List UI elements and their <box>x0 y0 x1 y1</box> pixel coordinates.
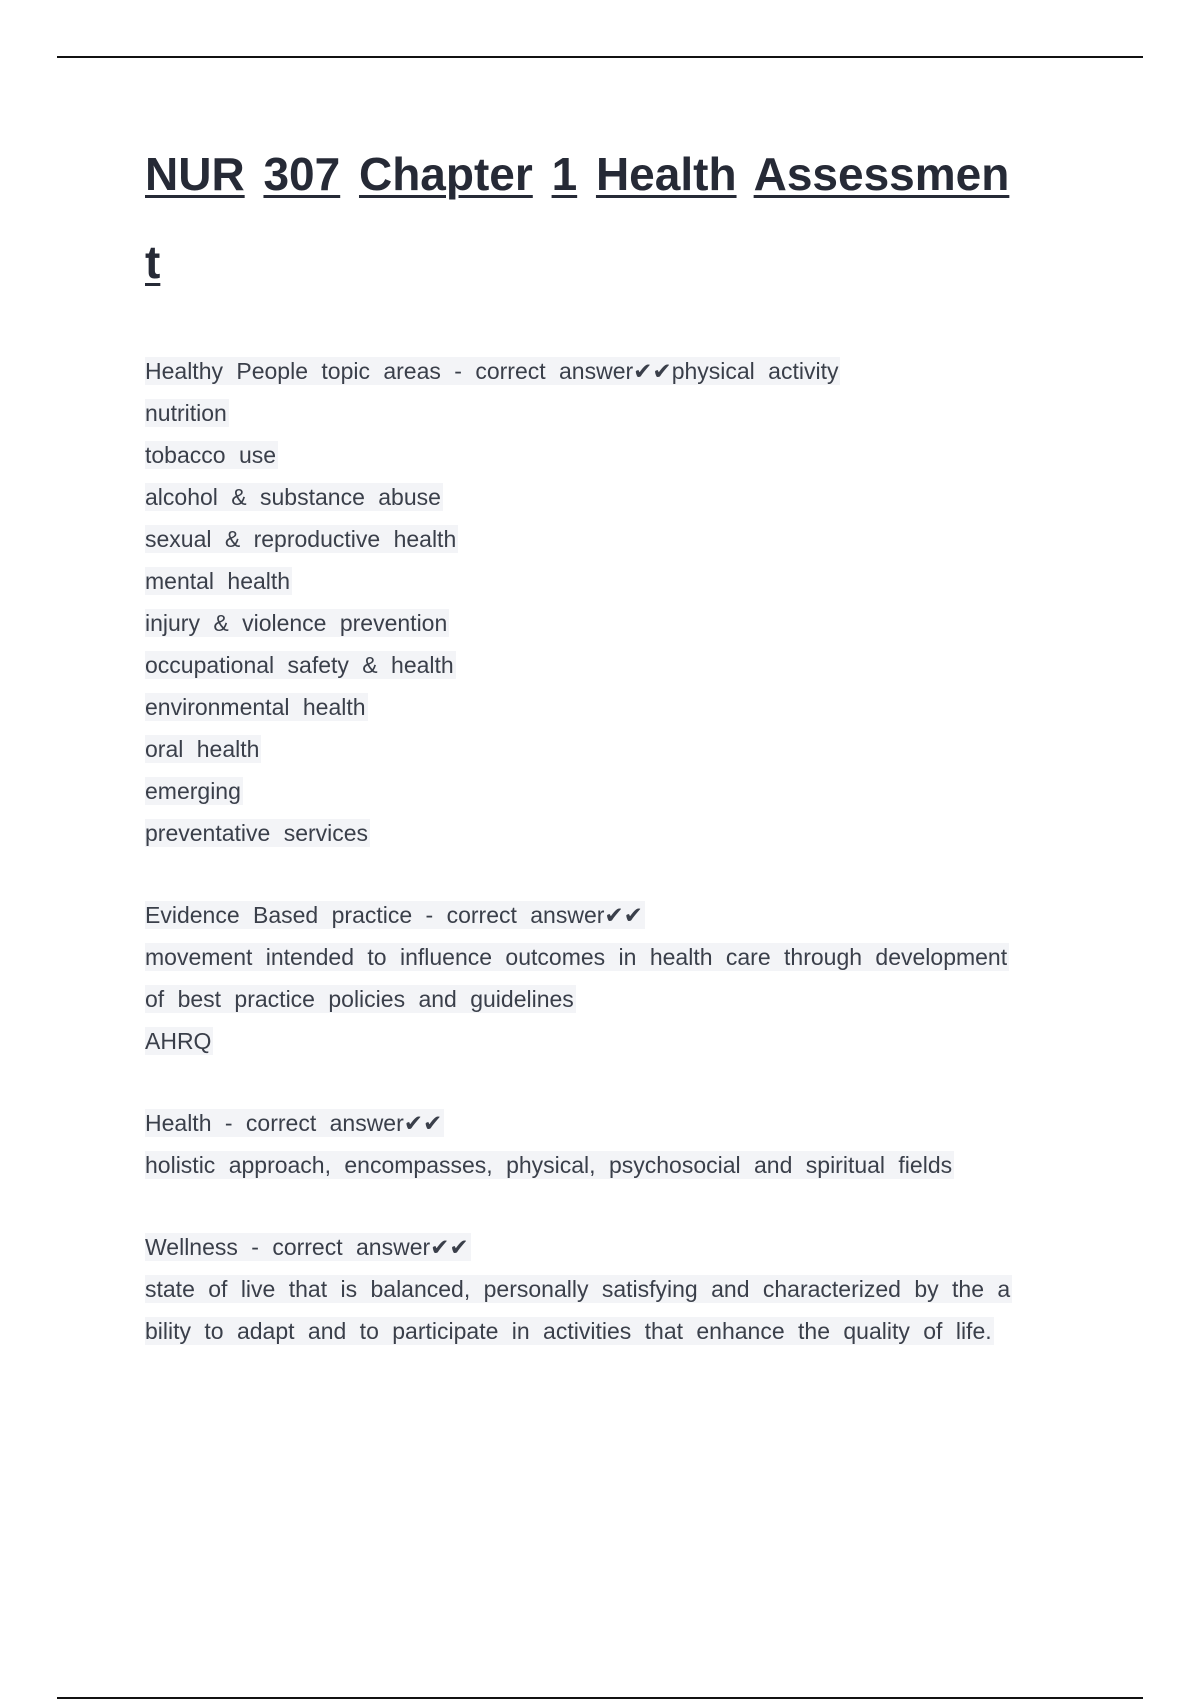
section-health <box>145 1102 1085 1186</box>
answer-line: emerging <box>145 778 241 804</box>
title-word: Health <box>595 148 737 200</box>
question-line: Evidence Based practice - correct answer✔✔ <box>145 902 643 928</box>
answer-line: preventative services <box>145 820 369 846</box>
section-wellness <box>145 1226 1085 1352</box>
answer-line: mental health <box>145 568 291 594</box>
answer-line: tobacco use <box>145 442 277 468</box>
answer-line: alcohol & substance abuse <box>145 484 441 510</box>
answer-line: bility to adapt and to participate in activities that enhance the quality of life. <box>145 1318 992 1344</box>
answer-line: nutrition <box>145 400 227 426</box>
answer-line: movement intended to influence outcomes in health care through development <box>145 944 1008 970</box>
answer-line: occupational safety & health <box>145 652 454 678</box>
question-line: Healthy People topic areas - correct answer✔✔physical activity <box>145 358 839 384</box>
top-rule <box>57 56 1143 58</box>
title-word: 1 <box>551 148 578 200</box>
answer-line: holistic approach, encompasses, physical, psychosocial and spiritual fields <box>145 1152 953 1178</box>
title-word: 307 <box>263 148 341 200</box>
title-word: Assessmen <box>753 148 1010 200</box>
answer-line: sexual & reproductive health <box>145 526 457 552</box>
answer-line: state of live that is balanced, personally satisfying and characterized by the a <box>145 1276 1011 1302</box>
document-body <box>145 350 1085 1392</box>
answer-line: of best practice policies and guidelines <box>145 986 574 1012</box>
answer-line: AHRQ <box>145 1028 212 1054</box>
bottom-rule <box>57 1697 1143 1699</box>
answer-line: oral health <box>145 736 260 762</box>
question-line: Health - correct answer✔✔ <box>145 1110 443 1136</box>
document-title <box>145 130 1080 306</box>
title-word: Chapter <box>358 148 533 200</box>
answer-line: environmental health <box>145 694 366 720</box>
answer-line: injury & violence prevention <box>145 610 448 636</box>
title-word: t <box>145 236 161 288</box>
title-word: NUR <box>145 148 245 200</box>
section-healthy-people <box>145 350 1085 854</box>
question-line: Wellness - correct answer✔✔ <box>145 1234 469 1260</box>
section-evidence-based <box>145 894 1085 1062</box>
